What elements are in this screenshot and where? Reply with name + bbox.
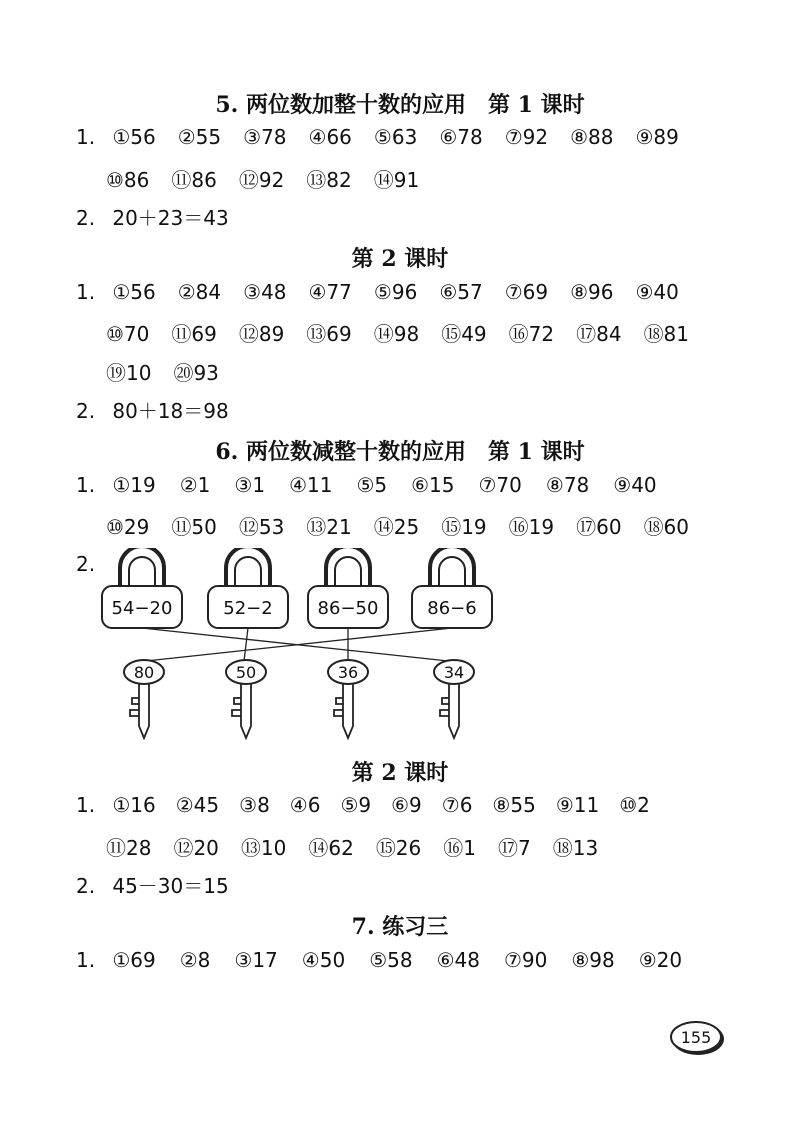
answer-item: ⑬10 [240, 836, 287, 860]
connection-lines [142, 628, 452, 661]
question-number: 1. [76, 280, 96, 304]
key-label: 34 [443, 663, 465, 682]
answer-item: ②45 [175, 793, 220, 817]
answer-item: ⑩70 [106, 322, 150, 346]
answer-item: ⑨20 [638, 948, 683, 972]
question-number: 2. [76, 399, 96, 423]
key-blade [440, 684, 459, 738]
answer-item: ⑮49 [441, 322, 487, 346]
key-label: 50 [235, 663, 257, 682]
answer-item: ⑤58 [369, 948, 413, 972]
answer-item: ⑦69 [504, 280, 549, 304]
key-1 [124, 660, 164, 738]
answer-item: ⑧55 [492, 793, 536, 817]
page-number-badge [668, 1018, 726, 1058]
s6b-q1-row2 [106, 832, 620, 864]
s5-q1-row2 [106, 164, 441, 196]
key-2 [226, 660, 266, 738]
answer-item: ③78 [243, 125, 287, 149]
answer-item: ⑧78 [545, 473, 590, 497]
answer-list [106, 322, 711, 346]
lock-shackle [226, 548, 270, 588]
answer-item: ⑯1 [443, 836, 476, 860]
answer-item: ⑫92 [238, 168, 285, 192]
answer-list [106, 836, 620, 860]
key-label: 36 [337, 663, 359, 682]
answer-item: ⑨89 [635, 125, 679, 149]
answer-item: ⑪50 [171, 515, 217, 539]
equation: 45－30＝15 [112, 874, 229, 898]
page-number: 155 [680, 1028, 712, 1047]
answer-item: ⑤63 [373, 125, 418, 149]
answer-item: ⑥57 [439, 280, 483, 304]
answer-item: ③48 [243, 280, 287, 304]
answer-item: ④66 [308, 125, 352, 149]
answer-item: ⑱60 [643, 515, 690, 539]
question-number: 2. [76, 206, 96, 230]
answer-item: ⑭98 [373, 322, 420, 346]
question-number: 1. [76, 793, 96, 817]
answer-item: ⑨11 [555, 793, 600, 817]
key-label: 80 [133, 663, 155, 682]
answer-list [112, 948, 706, 972]
answer-list [106, 168, 441, 192]
answer-item: ①69 [112, 948, 156, 972]
answer-item: ⑧88 [570, 125, 614, 149]
answer-item: ⑮26 [375, 836, 422, 860]
answer-item: ①19 [112, 473, 156, 497]
answer-item: ⑫53 [238, 515, 285, 539]
answer-item: ⑰7 [498, 836, 531, 860]
answer-item: ②1 [179, 473, 211, 497]
question-number: 2. [76, 874, 96, 898]
answer-item: ⑮19 [441, 515, 487, 539]
answer-item: ②55 [177, 125, 222, 149]
s6b-q2 [76, 870, 229, 902]
key-blade [130, 684, 149, 738]
answer-item: ⑨40 [613, 473, 657, 497]
lock-shackle [326, 548, 370, 588]
answer-item: ⑤9 [340, 793, 372, 817]
lock-3 [308, 548, 388, 628]
answer-item: ⑪86 [171, 168, 217, 192]
question-number: 1. [76, 473, 96, 497]
answer-item: ⑪28 [106, 836, 152, 860]
answer-item: ⑪69 [171, 322, 217, 346]
answer-item: ⑧96 [570, 280, 614, 304]
answer-item: ③8 [239, 793, 270, 817]
key-4 [434, 660, 474, 738]
s6-q1-row2 [106, 511, 711, 543]
answer-item: ⑰84 [576, 322, 622, 346]
section-5-title: 5. 两位数加整十数的应用 第 1 课时 [215, 92, 585, 118]
answer-item: ④77 [308, 280, 352, 304]
answer-item: ⑩29 [106, 515, 150, 539]
lock-1 [102, 548, 182, 628]
question-number: 2. [76, 552, 96, 576]
answer-item: ⑱13 [552, 836, 599, 860]
s6-q1-row1 [76, 473, 681, 505]
answer-list [112, 473, 680, 497]
lock-4 [412, 548, 492, 628]
answer-item: ⑦70 [478, 473, 522, 497]
answer-item: ③17 [234, 948, 278, 972]
answer-item: ⑯19 [508, 515, 555, 539]
answer-item: ②8 [179, 948, 211, 972]
answer-item: ⑬82 [306, 168, 352, 192]
s5b-q1-row1 [76, 280, 701, 312]
answer-item: ⑨40 [635, 280, 679, 304]
s5-q2 [76, 202, 229, 234]
answer-list [106, 361, 241, 385]
answer-item: ⑫89 [238, 322, 285, 346]
answer-item: ⑭25 [373, 515, 420, 539]
answer-list [106, 515, 711, 539]
section-7-title: 7. 练习三 [351, 914, 449, 940]
answer-item: ⑫20 [173, 836, 219, 860]
answer-item: ⑩2 [619, 793, 650, 817]
answer-item: ⑩86 [106, 168, 150, 192]
lock-label: 54−20 [111, 598, 173, 619]
section-5-lesson2-title: 第 2 课时 [351, 246, 449, 272]
section-6-lesson2-title: 第 2 课时 [351, 760, 449, 786]
answer-item: ⑥15 [411, 473, 455, 497]
answer-item: ②84 [177, 280, 222, 304]
key-3 [328, 660, 368, 738]
answer-item: ⑤5 [356, 473, 388, 497]
answer-item: ⑰60 [576, 515, 622, 539]
s5b-q1-row2 [106, 318, 711, 350]
s5-q1-row1 [76, 125, 701, 157]
equation: 20＋23＝43 [112, 206, 229, 230]
answer-item: ⑧98 [571, 948, 615, 972]
s6b-q1-row1 [76, 793, 670, 825]
answer-item: ⑭91 [373, 168, 420, 192]
lock-label: 52−2 [223, 598, 273, 619]
answer-item: ⑬21 [306, 515, 352, 539]
answer-item: ①56 [112, 280, 156, 304]
lock-shackle-inner [335, 557, 361, 588]
answer-item: ④11 [289, 473, 333, 497]
key-blade [334, 684, 353, 738]
equation: 80＋18＝98 [112, 399, 229, 423]
answer-item: ⑯72 [508, 322, 555, 346]
key-blade [232, 684, 251, 738]
lock-shackle-inner [439, 557, 465, 588]
s7-q1-row1 [76, 948, 706, 980]
answer-item: ⑦6 [441, 793, 473, 817]
answer-item: ⑲10 [106, 361, 152, 385]
section-6-title: 6. 两位数减整十数的应用 第 1 课时 [215, 439, 585, 465]
lock-shackle-inner [235, 557, 261, 588]
answer-item: ⑥48 [436, 948, 480, 972]
answer-item: ⑬69 [306, 322, 352, 346]
answer-item: ⑥9 [391, 793, 422, 817]
answer-item: ⑥78 [439, 125, 483, 149]
answer-list [112, 125, 701, 149]
question-number: 1. [76, 125, 96, 149]
line-lock2-key2 [244, 628, 248, 661]
answer-item: ⑤96 [373, 280, 418, 304]
lock-label: 86−6 [427, 598, 477, 619]
lock-label: 86−50 [317, 598, 379, 619]
lock-key-diagram [96, 548, 506, 748]
answer-item: ①56 [112, 125, 156, 149]
answer-item: ①16 [112, 793, 156, 817]
lock-2 [208, 548, 288, 628]
answer-item: ⑭62 [308, 836, 354, 860]
question-number: 1. [76, 948, 96, 972]
answer-item: ⑦92 [504, 125, 549, 149]
answer-item: ④6 [289, 793, 321, 817]
answer-list [112, 793, 670, 817]
lock-shackle [120, 548, 164, 588]
s5b-q1-row3 [106, 357, 241, 389]
lock-shackle [430, 548, 474, 588]
answer-list [112, 280, 701, 304]
s5b-q2 [76, 395, 229, 427]
answer-item: ④50 [301, 948, 346, 972]
answer-item: ⑱81 [643, 322, 690, 346]
answer-item: ③1 [234, 473, 266, 497]
answer-item: ⑳93 [173, 361, 219, 385]
answer-item: ⑦90 [503, 948, 548, 972]
lock-shackle-inner [129, 557, 155, 588]
